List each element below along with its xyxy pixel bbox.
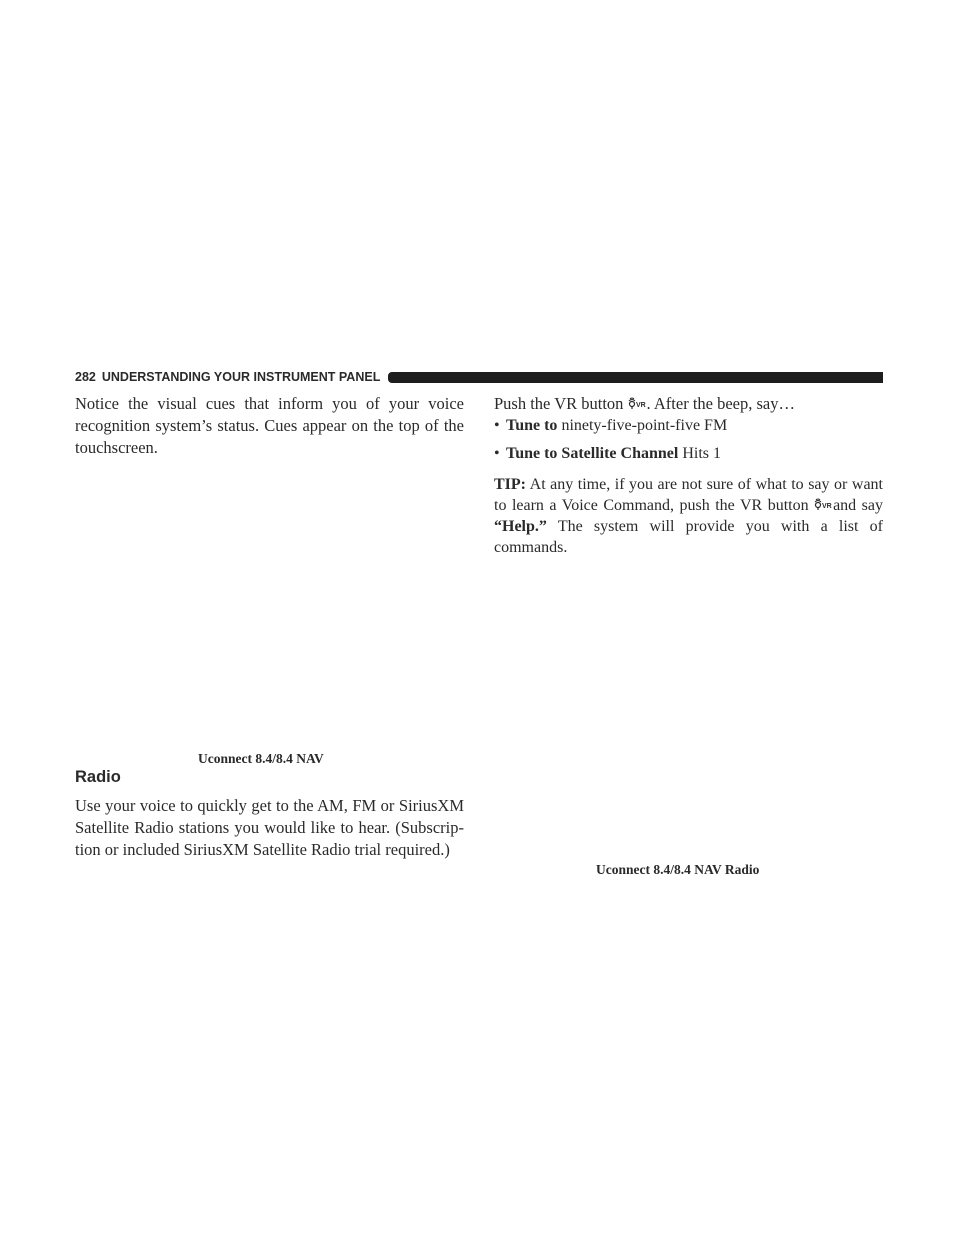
tip-label: TIP: — [494, 476, 526, 493]
command-label: Tune to — [506, 417, 558, 434]
figure-caption-nav: Uconnect 8.4/8.4 NAV — [198, 751, 324, 766]
tip-text-3: The system will provide you with a list of commands. — [494, 518, 883, 556]
intro-paragraph: Notice the visual cues that inform you of your voice recognition system’s status. Cues appear on the top of the touchscreen. — [75, 394, 464, 457]
svg-text:VR: VR — [635, 402, 646, 409]
push-suffix: . After the beep, say… — [646, 394, 795, 413]
tip-text-2: and say — [833, 497, 883, 514]
command-example: Hits 1 — [682, 445, 721, 462]
bullet-icon: • — [494, 445, 500, 462]
push-prefix: Push the VR button — [494, 394, 624, 413]
voice-recognition-icon — [628, 396, 647, 410]
command-example: ninety-five-point-five FM — [561, 417, 728, 434]
header-rule — [388, 372, 883, 383]
radio-paragraph: Use your voice to quickly get to the AM, FM or SiriusXM Satellite Radio stations you would like to hear. (Subscrip- tion or included SiriusXM Satellite Radio trial required.) — [75, 796, 464, 859]
command-label: Tune to Satellite Channel — [506, 445, 679, 462]
page-number: 282 — [75, 370, 96, 384]
bullet-icon: • — [494, 417, 500, 434]
list-item — [494, 415, 884, 437]
tip-paragraph — [494, 474, 883, 558]
voice-recognition-icon — [814, 497, 833, 511]
svg-text:VR: VR — [822, 503, 832, 510]
page-header — [75, 368, 883, 386]
tip-help: “Help.” — [494, 518, 547, 535]
figure-caption-radio: Uconnect 8.4/8.4 NAV Radio — [596, 862, 760, 877]
section-title: UNDERSTANDING YOUR INSTRUMENT PANEL — [101, 370, 381, 384]
radio-heading: Radio — [75, 768, 121, 786]
tip-text-1: At any time, if you are not sure of what to say or want to learn a Voice Command, push the VR button — [494, 476, 883, 514]
list-item — [494, 443, 884, 465]
push-vr-paragraph — [494, 393, 884, 415]
command-list — [494, 415, 884, 471]
